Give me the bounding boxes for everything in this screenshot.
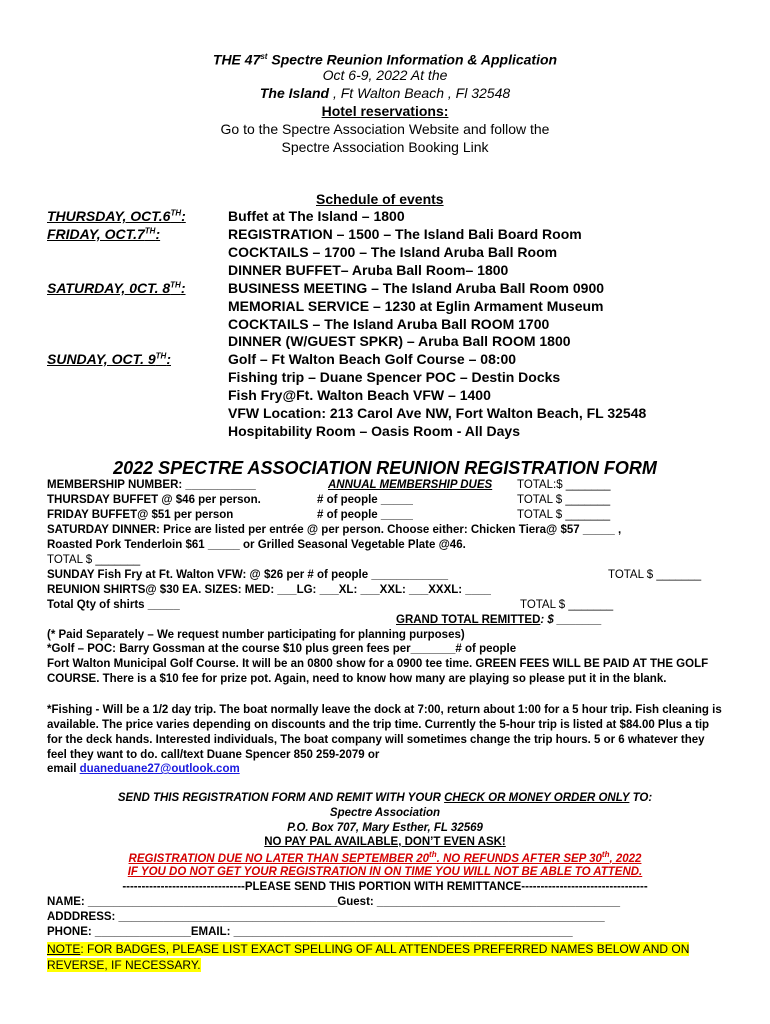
friday-buffet-label: FRIDAY BUFFET@ $51 per person	[47, 509, 234, 521]
form-title: 2022 SPECTRE ASSOCIATION REUNION REGISTRATION FORM	[113, 458, 657, 478]
title-text: THE 47	[212, 51, 261, 68]
send-portion-divider: --------------------------------PLEASE SEND THIS PORTION WITH REMITTANCE---------------------------------	[122, 881, 648, 893]
hotel-line-1: Go to the Spectre Association Website and follow the	[220, 121, 550, 137]
fishing-note: *Fishing - Will be a 1/2 day trip. The boat normally leave the dock at 7:00, return about 1:00 for a 5 hour trip. Fish cleaning is available. The price varies depending on discounts and the trip time. Currently the 5-hour trip is listed at $84.00 Plus a tip for the deck hands. Interested individuals, The boat company will sometimes change the trip hours. 5 or 6 whatever they feel they want to do. call/text Duane Spencer 850 259-2079 or	[47, 704, 722, 761]
saturday-total-field[interactable]: TOTAL $ _______	[47, 554, 141, 566]
note-text-2: REVERSE, IF NECESSARY.	[47, 958, 201, 972]
schedule-heading: Schedule of events	[316, 191, 444, 207]
friday-total-field[interactable]: TOTAL $ _______	[517, 509, 611, 521]
note-label: NOTE	[47, 942, 81, 956]
event-dates: Oct 6-9, 2022 At the	[322, 67, 448, 83]
badge-note	[47, 941, 689, 973]
event-item: DINNER BUFFET– Aruba Ball Room– 1800	[228, 262, 509, 278]
event-venue	[0, 84, 770, 102]
title-superscript: st	[260, 52, 268, 61]
remit-instructions: SEND THIS REGISTRATION FORM AND REMIT WITH YOUR CHECK OR MONEY ORDER ONLY TO:	[117, 792, 653, 804]
day-sunday: SUNDAY, OCT. 9TH:	[47, 351, 171, 367]
shirts-total-field[interactable]: TOTAL $ _______	[520, 599, 614, 611]
phone-email-field[interactable]: PHONE: _______________EMAIL: _____________________________________________________	[47, 926, 573, 938]
sunday-fishfry-field[interactable]: SUNDAY Fish Fry at Ft. Walton VFW: @ $26 per # of people ____________	[47, 569, 449, 581]
venue-location: , Ft Walton Beach , Fl 32548	[329, 85, 511, 101]
friday-people-field[interactable]: # of people _____	[317, 509, 413, 521]
saturday-dinner-options: Roasted Pork Tenderloin $61 _____ or Grilled Seasonal Vegetable Plate @46.	[47, 539, 466, 551]
venue-name: The Island	[259, 85, 330, 101]
event-item: Fishing trip – Duane Spencer POC – Destin Docks	[228, 369, 561, 385]
registration-deadline: REGISTRATION DUE NO LATER THAN SEPTEMBER 20th. NO REFUNDS AFTER SEP 30th, 2022	[128, 850, 642, 865]
event-item: COCKTAILS – 1700 – The Island Aruba Ball Room	[228, 244, 558, 260]
thursday-total-field[interactable]: TOTAL $ _______	[517, 494, 611, 506]
address-field[interactable]: ADDDRESS: ____________________________________________________________________________	[47, 911, 605, 923]
day-friday: FRIDAY, OCT.7TH:	[47, 226, 161, 242]
day-saturday: SATURDAY, 0CT. 8TH:	[47, 280, 186, 296]
title-text-rest: Spectre Reunion Information & Application	[267, 51, 558, 68]
attendance-warning: IF YOU DO NOT GET YOUR REGISTRATION IN ON TIME YOU WILL NOT BE ABLE TO ATTEND.	[127, 866, 643, 878]
event-item: Fish Fry@Ft. Walton Beach VFW – 1400	[228, 387, 491, 403]
golf-details: Fort Walton Municipal Golf Course. It will be an 0800 show for a 0900 tee time. GREEN FEES WILL BE PAID AT THE GOLF COURSE. There is a $10 fee for prize pot. Again, need to know how many are playing so please put it in the blank.	[47, 658, 709, 685]
event-item: REGISTRATION – 1500 – The Island Bali Board Room	[228, 226, 582, 242]
event-item: COCKTAILS – The Island Aruba Ball ROOM 1700	[228, 316, 550, 332]
name-guest-field[interactable]: NAME: _______________________________________Guest: ______________________________________	[47, 896, 620, 908]
event-item: Golf – Ft Walton Beach Golf Course – 08:00	[228, 351, 517, 367]
paid-separately-note: (* Paid Separately – We request number participating for planning purposes)	[47, 629, 465, 641]
event-item: Buffet at The Island – 1800	[228, 208, 405, 224]
email-link[interactable]: duaneduane27@outlook.com	[79, 763, 240, 775]
grand-total-label: GRAND TOTAL REMITTED	[396, 614, 541, 626]
no-paypal-note: NO PAY PAL AVAILABLE, DON’T EVEN ASK!	[264, 836, 506, 848]
email-label: email	[47, 763, 80, 775]
thursday-people-field[interactable]: # of people _____	[317, 494, 413, 506]
grand-total-blank: : $ _______	[540, 614, 602, 626]
event-item: DINNER (W/GUEST SPKR) – Aruba Ball ROOM 1800	[228, 333, 571, 349]
saturday-dinner-label: SATURDAY DINNER: Price are listed per entrée @ per person. Choose either: Chicken Tiera@ $57 _____ ,	[47, 524, 622, 536]
shirts-qty-field[interactable]: Total Qty of shirts _____	[47, 599, 180, 611]
event-item: Hospitability Room – Oasis Room - All Days	[228, 423, 520, 439]
membership-number-field[interactable]: MEMBERSHIP NUMBER: ___________	[47, 479, 256, 491]
event-item: VFW Location: 213 Carol Ave NW, Fort Walton Beach, FL 32548	[228, 405, 647, 421]
email-line	[47, 763, 240, 775]
remit-org: Spectre Association	[329, 807, 441, 819]
event-item: BUSINESS MEETING – The Island Aruba Ball Room 0900	[228, 280, 605, 296]
shirts-sizes-field[interactable]: REUNION SHIRTS@ $30 EA. SIZES: MED: ___LG: ___XL: ___XXL: ___XXXL: ____	[47, 584, 491, 596]
grand-total-field[interactable]	[396, 614, 602, 626]
hotel-heading: Hotel reservations:	[321, 103, 449, 119]
note-text: : FOR BADGES, PLEASE LIST EXACT SPELLING OF ALL ATTENDEES PREFERRED NAMES BELOW AND ON	[80, 942, 690, 956]
thursday-buffet-label: THURSDAY BUFFET @ $46 per person.	[47, 494, 261, 506]
day-thursday: THURSDAY, OCT.6TH:	[47, 208, 186, 224]
annual-dues-label: ANNUAL MEMBERSHIP DUES	[328, 479, 493, 491]
golf-note: *Golf – POC: Barry Gossman at the course $10 plus green fees per_______# of people	[47, 643, 517, 655]
sunday-total-field[interactable]: TOTAL $ _______	[608, 569, 702, 581]
remit-address: P.O. Box 707, Mary Esther, FL 32569	[287, 822, 483, 834]
event-item: MEMORIAL SERVICE – 1230 at Eglin Armament Museum	[228, 298, 604, 314]
total-dues-field[interactable]: TOTAL:$ _______	[517, 479, 611, 491]
hotel-line-2: Spectre Association Booking Link	[281, 139, 489, 155]
